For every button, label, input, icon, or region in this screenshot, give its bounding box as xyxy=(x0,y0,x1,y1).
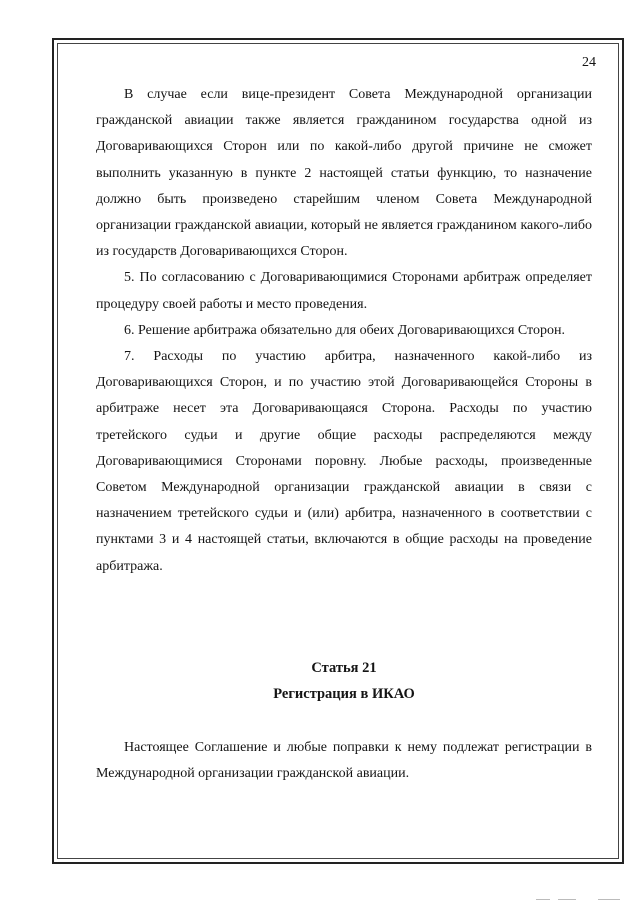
article-body xyxy=(96,82,592,580)
page-number: 24 xyxy=(582,55,596,70)
paragraph-vice-president: В случае если вице-президент Совета Международной организации гражданской авиации также является гражданином государства одной из Договаривающихся Сторон или по какой-либо другой причине не сможет выполнить указанную в пункте 2 настоящей статьи функцию, то назначение должно быть произведено старейшим членом Совета Международной организации гражданской авиации, который не является гражданином какого-либо из государств Договаривающихся Сторон. xyxy=(96,87,592,260)
scan-artifact xyxy=(598,899,620,900)
paragraph-6-decision: 6. Решение арбитража обязательно для обеих Договаривающихся Сторон. xyxy=(124,322,565,338)
scan-artifact xyxy=(558,899,576,900)
scan-artifact xyxy=(536,899,550,900)
article-21-text xyxy=(96,735,592,787)
article-title-heading: Регистрация в ИКАО xyxy=(273,686,415,702)
paragraph-7-expenses: 7. Расходы по участию арбитра, назначенного какой-либо из Договаривающихся Сторон, и по участию этой Договаривающейся Стороны в арбитраже несет эта Договаривающаяся Сторона. Расходы по участию третейского судьи и другие общие расходы распределяются между Договаривающимися Сторонами поровну. Любые расходы, произведенные Советом Международной организации гражданской авиации в связи с назначением третейского судьи и (или) арбитра, назначенного в соответствии с пунктами 3 и 4 настоящей статьи, включаются в общие расходы на проведение арбитража. xyxy=(96,349,592,574)
article-number-heading: Статья 21 xyxy=(311,660,377,676)
paragraph-registration: Настоящее Соглашение и любые поправки к нему подлежат регистрации в Международной организации гражданской авиации. xyxy=(96,740,592,782)
paragraph-5-procedure: 5. По согласованию с Договаривающимися Сторонами арбитраж определяет процедуру своей работы и место проведения. xyxy=(96,270,592,312)
